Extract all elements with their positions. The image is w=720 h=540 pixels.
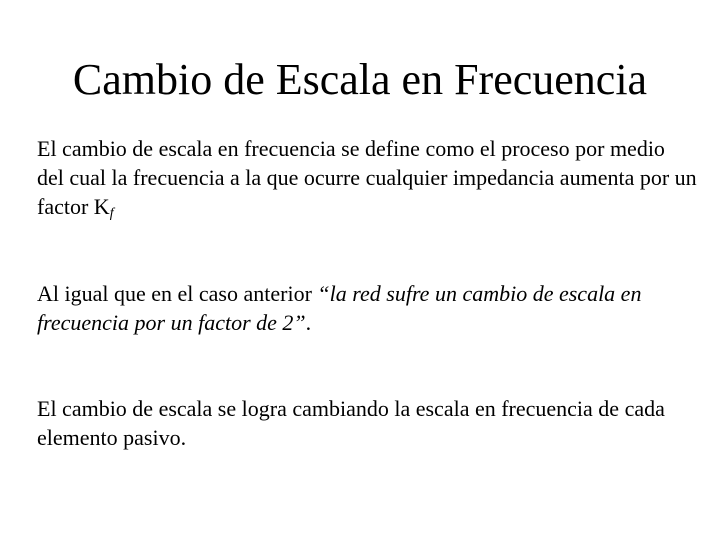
- paragraph-example-lead: Al igual que en el caso anterior: [37, 281, 318, 306]
- paragraph-example: [37, 279, 697, 337]
- factor-subscript: f: [109, 206, 114, 221]
- paragraph-method: El cambio de escala se logra cambiando la escala en frecuencia de cada elemento pasivo.: [37, 396, 665, 450]
- paragraph-definition-text: El cambio de escala en frecuencia se define como el proceso por medio del cual la frecuencia a la que ocurre cualquier impedancia aumenta por un factor K: [37, 136, 697, 219]
- paragraph-example-quote: “la red sufre un cambio de escala en frecuencia por un factor de 2”: [37, 281, 642, 335]
- paragraph-example-end: .: [305, 310, 312, 335]
- slide-title: Cambio de Escala en Frecuencia: [72, 55, 648, 104]
- paragraph-definition: [37, 134, 697, 221]
